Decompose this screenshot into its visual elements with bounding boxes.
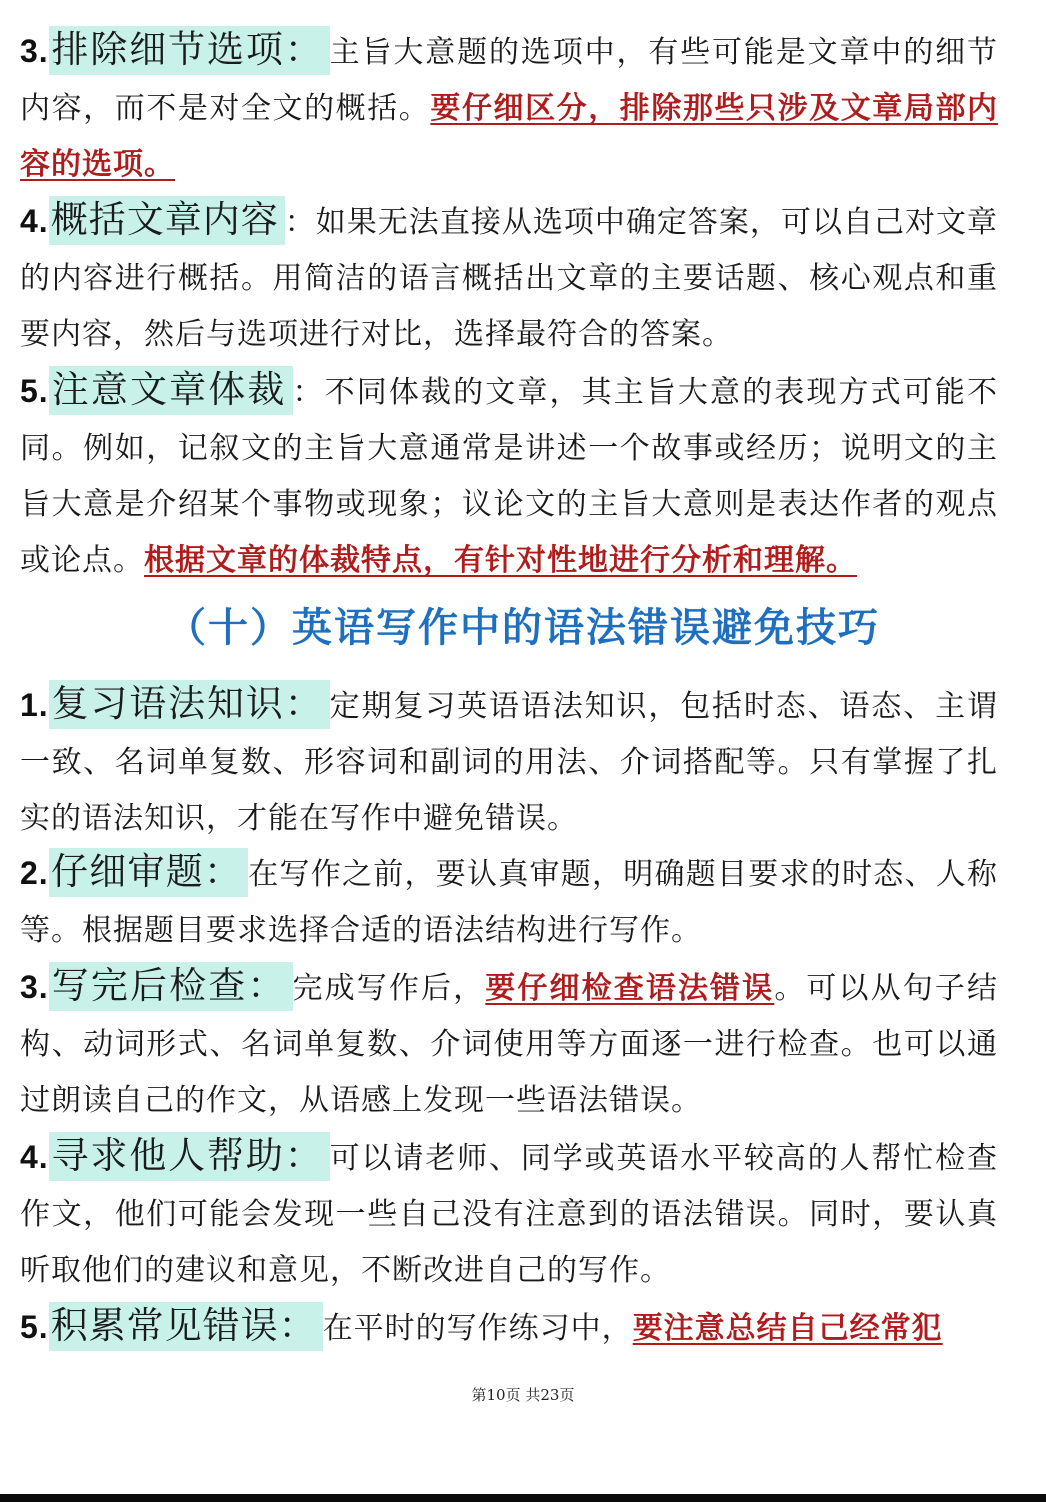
tip-review-grammar bbox=[20, 676, 998, 847]
item-emphasis: 根据文章的体裁特点，有针对性地进行分析和理解。 bbox=[144, 543, 857, 578]
item-text: 在平时的写作练习中， bbox=[322, 1311, 633, 1346]
tip-collect-errors bbox=[20, 1298, 998, 1357]
tip-seek-help bbox=[20, 1128, 998, 1299]
item-number: 2. bbox=[20, 855, 49, 891]
item-text: 定期复习英语语法知识，包括时态、语态、主谓一致、名词单复数、形容词和副词的用法、介词搭配等。只有掌握了扎实的语法知识，才能在写作中避免错误。 bbox=[20, 689, 999, 836]
item-emphasis: 要注意总结自己经常犯 bbox=[632, 1311, 943, 1346]
item-emphasis: 要仔细检查语法错误 bbox=[485, 971, 775, 1006]
tip-note-genre bbox=[20, 362, 998, 589]
item-title: 排除细节选项： bbox=[49, 26, 330, 75]
tip-summarize-content bbox=[20, 192, 998, 363]
item-number: 5. bbox=[20, 373, 49, 409]
section-heading: （十）英语写作中的语法错误避免技巧 bbox=[166, 605, 880, 651]
item-text: ：如果无法直接从选项中确定答案，可以自己对文章的内容进行概括。用简洁的语言概括出文章的主要话题、核心观点和重要内容，然后与选项进行对比，选择最符合的答案。 bbox=[20, 205, 999, 352]
item-title: 写完后检查： bbox=[49, 962, 293, 1011]
item-number: 5. bbox=[20, 1309, 49, 1345]
item-number: 3. bbox=[20, 33, 49, 69]
item-text: 主旨大意题的选项中，有些可能是文章中的细节内容，而不是对全文的概括。 bbox=[20, 35, 999, 126]
item-title: 寻求他人帮助： bbox=[49, 1132, 330, 1181]
item-number: 3. bbox=[20, 969, 49, 1005]
tip-check-after-writing bbox=[20, 958, 998, 1129]
item-title: 注意文章体裁 bbox=[49, 366, 293, 415]
tip-exclude-details bbox=[20, 22, 998, 193]
item-text: 在写作之前，要认真审题，明确题目要求的时态、人称等。根据题目要求选择合适的语法结构进行写作。 bbox=[20, 857, 999, 948]
item-text: 完成写作后， bbox=[292, 971, 486, 1006]
item-number: 1. bbox=[20, 687, 49, 723]
item-text: 可以请老师、同学或英语水平较高的人帮忙检查作文，他们可能会发现一些自己没有注意到的语法错误。同时，要认真听取他们的建议和意见，不断改进自己的写作。 bbox=[20, 1141, 999, 1288]
item-number: 4. bbox=[20, 203, 49, 239]
item-title: 仔细审题： bbox=[49, 848, 249, 897]
item-emphasis: 要仔细区分，排除那些只涉及文章局部内容的选项。 bbox=[20, 91, 999, 182]
item-title: 概括文章内容 bbox=[49, 196, 285, 245]
item-number: 4. bbox=[20, 1139, 49, 1175]
item-text: 。可以从句子结构、动词形式、名词单复数、介词使用等方面逐一进行检查。也可以通过朗读自己的作文，从语感上发现一些语法错误。 bbox=[20, 971, 999, 1118]
item-text: ：不同体裁的文章，其主旨大意的表现方式可能不同。例如，记叙文的主旨大意通常是讲述一个故事或经历；说明文的主旨大意是介绍某个事物或现象；议论文的主旨大意则是表达作者的观点或论点。 bbox=[20, 375, 998, 578]
page-number-footer: 第10页 共23页 bbox=[471, 1386, 575, 1404]
item-title: 复习语法知识： bbox=[49, 680, 330, 729]
item-title: 积累常见错误： bbox=[49, 1302, 323, 1351]
bottom-edge-bar bbox=[0, 1494, 1046, 1502]
tip-read-question bbox=[20, 844, 998, 959]
